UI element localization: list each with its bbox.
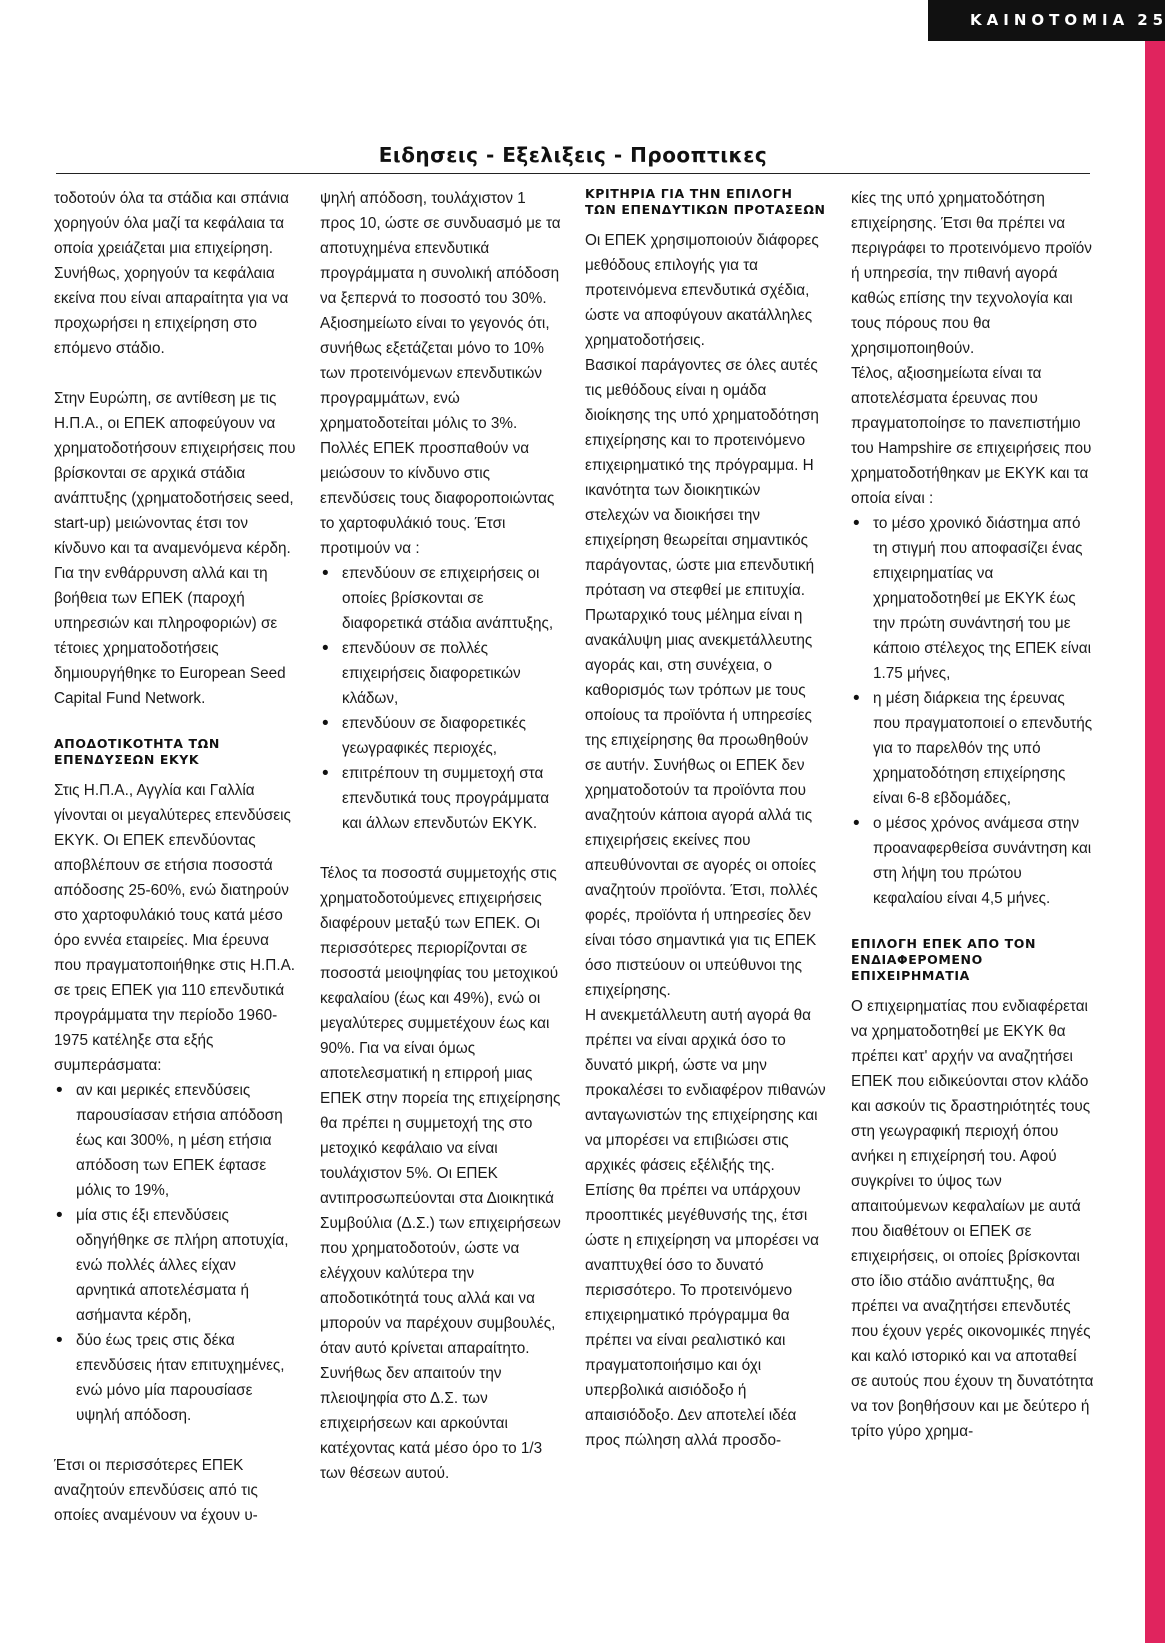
paragraph: Τέλος, αξιοσημείωτα είναι τα αποτελέσματα έρευνας που πραγματοποίησε το πανεπιστήμιο του Hampshire σε επιχειρήσεις που χρηματοδοτήθηκαν με ΕΚΥΚ και τα οποία είναι : — [851, 365, 1092, 507]
heading-rule — [56, 173, 1090, 174]
article-column-1 — [54, 186, 297, 1626]
bullet-list — [851, 511, 1094, 911]
bullet-list — [54, 1078, 297, 1428]
paragraph: Τέλος τα ποσοστά συμμετοχής στις χρηματοδοτούμενες επιχειρήσεις διαφέρουν μεταξύ των ΕΠΕΚ. Οι περισσότερες περιορίζονται σε ποσοστά μειοψηφίας του μετοχικού κεφαλαίου (έως και 49%), ενώ οι μεγαλύτερες συμμετέχουν έως και 90%. Για να είναι όμως αποτελεσματική η επιρροή μιας ΕΠΕΚ στην πορεία της επιχείρησης θα πρέπει η συμμετοχή της στο μετοχικό κεφάλαιο να είναι τουλάχιστον 5%. Οι ΕΠΕΚ αντιπροσωπεύονται στα Διοικητικά Συμβούλια (Δ.Σ.) των επιχειρήσεων που χρηματοδοτούν, ώστε να ελέγχουν καλύτερα την αποδοτικότητά τους αλλά και να μπορούν να παρέχουν συμβουλές, όταν αυτό κρίνεται απαραίτητο. Συνήθως δεν απαιτούν την πλειοψηφία στο Δ.Σ. των επιχειρήσεων και αρκούνται κατέχοντας κατά μέσο όρο το 1/3 των θέσεων αυτού. — [320, 865, 561, 1482]
bullet-item: • το μέσο χρονικό διάστημα από τη στιγμή που αποφασίζει ένας επιχειρηματίας να χρηματοδοτηθεί με ΕΚΥΚ έως την πρώτη συνάντησή του με κάποιο στέλεχος της ΕΠΕΚ είναι 1.75 μήνες, — [851, 511, 1094, 686]
subheading: ΚΡΙΤΗΡΙΑ ΓΙΑ ΤΗΝ ΕΠΙΛΟΓΗ ΤΩΝ ΕΠΕΝΔΥΤΙΚΩΝ ΠΡΟΤΑΣΕΩΝ — [585, 186, 826, 217]
paragraph: τοδοτούν όλα τα στάδια και σπάνια χορηγούν όλα μαζί τα κεφάλαια τα οποία χρειάζεται μια επιχείρηση. Συνήθως, χορηγούν τα κεφάλαια εκείνα που είναι απαραίτητα για να προχωρήσει η επιχείρηση στο επόμενο στάδιο. — [54, 190, 289, 357]
paragraph: Πολλές ΕΠΕΚ προσπαθούν να μειώσουν το κίνδυνο στις επενδύσεις τους διαφοροποιώντας το χαρτοφυλάκιό τους. Έτσι προτιμούν να : — [320, 440, 555, 557]
bullet-item: • επιτρέπουν τη συμμετοχή στα επενδυτικά τους προγράμματα και άλλων επενδυτών ΕΚΥΚ. — [320, 761, 563, 836]
bullet-item: • μία στις έξι επενδύσεις οδηγήθηκε σε πλήρη αποτυχία, ενώ πολλές άλλες είχαν αρνητικά αποτελέσματα ή ασήμαντα κέρδη, — [54, 1203, 297, 1328]
bullet-item: • η μέση διάρκεια της έρευνας που πραγματοποιεί ο επενδυτής για το παρελθόν της υπό χρηματοδότηση επιχείρησης είναι 6-8 εβδομάδες, — [851, 686, 1094, 811]
bullet-item: • ο μέσος χρόνος ανάμεσα στην προαναφερθείσα συνάντηση και στη λήψη του πρώτου κεφαλαίου είναι 4,5 μήνες. — [851, 811, 1094, 911]
page-number: 25 — [1137, 11, 1168, 29]
bullet-item: • επενδύουν σε διαφορετικές γεωγραφικές περιοχές, — [320, 711, 563, 761]
article-column-2 — [320, 186, 563, 1626]
paragraph: Έτσι οι περισσότερες ΕΠΕΚ αναζητούν επενδύσεις από τις οποίες αναμένουν να έχουν υ- — [54, 1457, 258, 1524]
paragraph: Στις Η.Π.Α., Αγγλία και Γαλλία γίνονται οι μεγαλύτερες επενδύσεις ΕΚΥΚ. Οι ΕΠΕΚ επενδύοντας αποβλέπουν σε ετήσια ποσοστά απόδοσης 25-60%, ενώ διατηρούν στο χαρτοφυλάκιό τους κατά μέσο όρο εννέα εταιρείες. Μια έρευνα που πραγματοποιήθηκε στις Η.Π.Α. σε τρεις ΕΠΕΚ για 110 επενδυτικά προγράμματα την περίοδο 1960-1975 κατέληξε στα εξής συμπεράσματα: — [54, 782, 296, 1074]
article-column-3 — [585, 186, 828, 1626]
bullet-item: • δύο έως τρεις στις δέκα επενδύσεις ήταν επιτυχημένες, ενώ μόνο μία παρουσίασε υψηλή απόδοση. — [54, 1328, 297, 1428]
paragraph: ψηλή απόδοση, τουλάχιστον 1 προς 10, ώστε σε συνδυασμό με τα αποτυχημένα επενδυτικά προγράμματα η συνολική απόδοση να ξεπερνά το ποσοστό του 30%. Αξιοσημείωτο είναι το γεγονός ότι, συνήθως εξετάζεται μόνο το 10% των προτεινόμενων επενδυτικών προγραμμάτων, ενώ χρηματοδοτείται μόλις το 3%. — [320, 190, 561, 432]
bullet-item: • αν και μερικές επενδύσεις παρουσίασαν ετήσια απόδοση έως και 300%, η μέση ετήσια απόδοση των ΕΠΕΚ έφτασε μόλις το 19%, — [54, 1078, 297, 1203]
bullet-item: • επενδύουν σε επιχειρήσεις οι οποίες βρίσκονται σε διαφορετικά στάδια ανάπτυξης, — [320, 561, 563, 636]
paragraph: Βασικοί παράγοντες σε όλες αυτές τις μεθόδους είναι η ομάδα διοίκησης της υπό χρηματοδότηση επιχείρησης και το προτεινόμενο επιχειρηματικό της πρόγραμμα. Η ικανότητα των διοικητικών στελεχών να διοικήσει την επιχείρηση θεωρείται σημαντικός παράγοντας, ώστε μια επενδυτική πρόταση να στεφθεί με επιτυχία. Πρωταρχικό τους μέλημα είναι η ανακάλυψη μιας ανεκμετάλλευτης αγοράς και, στη συνέχεια, ο καθορισμός των τρόπων με τους οποίους τα προϊόντα ή υπηρεσίες της επιχείρησης θα προωθηθούν σε αυτήν. Συνήθως οι ΕΠΕΚ δεν χρηματοδοτούν τα προϊόντα που αναζητούν κάποια αγορά αλλά τις επιχειρήσεις εκείνες που απευθύνονται σε αγορές οι οποίες αναζητούν προϊόντα. Έτσι, πολλές φορές, προϊόντα ή υπηρεσίες δεν είναι τόσο σημαντικά για τις ΕΠΕΚ όσο πιστεύουν οι υπεύθυνοι της επιχείρησης. — [585, 357, 819, 999]
subheading: ΑΠΟΔΟΤΙΚΟΤΗΤΑ ΤΩΝ ΕΠΕΝΔΥΣΕΩΝ ΕΚΥΚ — [54, 736, 220, 767]
article-column-4 — [851, 186, 1094, 1626]
magazine-section-name: ΚΑΙΝΟΤΟΜΙΑ — [970, 11, 1130, 29]
paragraph: κίες της υπό χρηματοδότηση επιχείρησης. Έτσι θα πρέπει να περιγράφει το προτεινόμενο προϊόν ή υπηρεσία, την πιθανή αγορά καθώς επίσης την τεχνολογία και τους πόρους που θα χρησιμοποιηθούν. — [851, 190, 1092, 357]
magazine-header-tab — [928, 0, 1168, 41]
page-edge-bar — [1145, 0, 1165, 1643]
section-heading: Ειδησεις - Εξελιξεις - Προοπτικες — [378, 143, 768, 167]
paragraph: Στην Ευρώπη, σε αντίθεση με τις Η.Π.Α., οι ΕΠΕΚ αποφεύγουν να χρηματοδοτήσουν επιχειρήσεις που βρίσκονται σε αρχικά στάδια ανάπτυξης (χρηματοδοτήσεις seed, start-up) μειώνοντας έτσι τον κίνδυνο και τα αναμενόμενα κέρδη. Για την ενθάρρυνση αλλά και τη βοήθεια των ΕΠΕΚ (παροχή υπηρεσιών και πληροφοριών) σε τέτοιες χρηματοδοτήσεις δημιουργήθηκε το European Seed Capital Fund Network. — [54, 390, 296, 707]
paragraph: Οι ΕΠΕΚ χρησιμοποιούν διάφορες μεθόδους επιλογής για τα προτεινόμενα επενδυτικά σχέδια, ώστε να αποφύγουν ακατάλληλες χρηματοδοτήσεις. — [585, 232, 819, 349]
subheading: ΕΠΙΛΟΓΗ ΕΠΕΚ ΑΠΟ ΤΟΝ ΕΝΔΙΑΦΕΡΟΜΕΝΟ ΕΠΙΧΕΙΡΗΜΑΤΙΑ — [851, 936, 1037, 983]
bullet-item: • επενδύουν σε πολλές επιχειρήσεις διαφορετικών κλάδων, — [320, 636, 563, 711]
bullet-list — [320, 561, 563, 836]
paragraph: Η ανεκμετάλλευτη αυτή αγορά θα πρέπει να είναι αρχικά όσο το δυνατό μικρή, ώστε να μην προκαλέσει το ενδιαφέρον πιθανών ανταγωνιστών της επιχείρησης και να μπορέσει να επιβιώσει στις αρχικές φάσεις εξέλιξής της. Επίσης θα πρέπει να υπάρχουν προοπτικές μεγέθυνσής της, έτσι ώστε η επιχείρηση να μπορέσει να αναπτυχθεί όσο το δυνατό περισσότερο. Το προτεινόμενο επιχειρηματικό πρόγραμμα θα πρέπει να είναι ρεαλιστικό και πραγματοποιήσιμο και όχι υπερβολικά αισιόδοξο ή απαισιόδοξο. Δεν αποτελεί ιδέα προς πώληση αλλά προσδο- — [585, 1007, 826, 1449]
paragraph: Ο επιχειρηματίας που ενδιαφέρεται να χρηματοδοτηθεί με ΕΚΥΚ θα πρέπει κατ' αρχήν να αναζητήσει ΕΠΕΚ που ειδικεύονται στον κλάδο και ασκούν τις δραστηριότητές τους στη γεωγραφική περιοχή όπου ανήκει η επιχείρησή του. Αφού συγκρίνει το ύψος των απαιτούμενων κεφαλαίων με αυτά που διαθέτουν οι ΕΠΕΚ σε επιχειρήσεις, οι οποίες βρίσκονται στο ίδιο στάδιο ανάπτυξης, θα πρέπει να αναζητήσει επενδυτές που έχουν γερές οικονομικές πηγές και καλό ιστορικό και να αποταθεί σε αυτούς που έχουν τη δυνατότητα να τον βοηθήσουν και με δεύτερο ή τρίτο γύρο χρημα- — [851, 998, 1094, 1440]
